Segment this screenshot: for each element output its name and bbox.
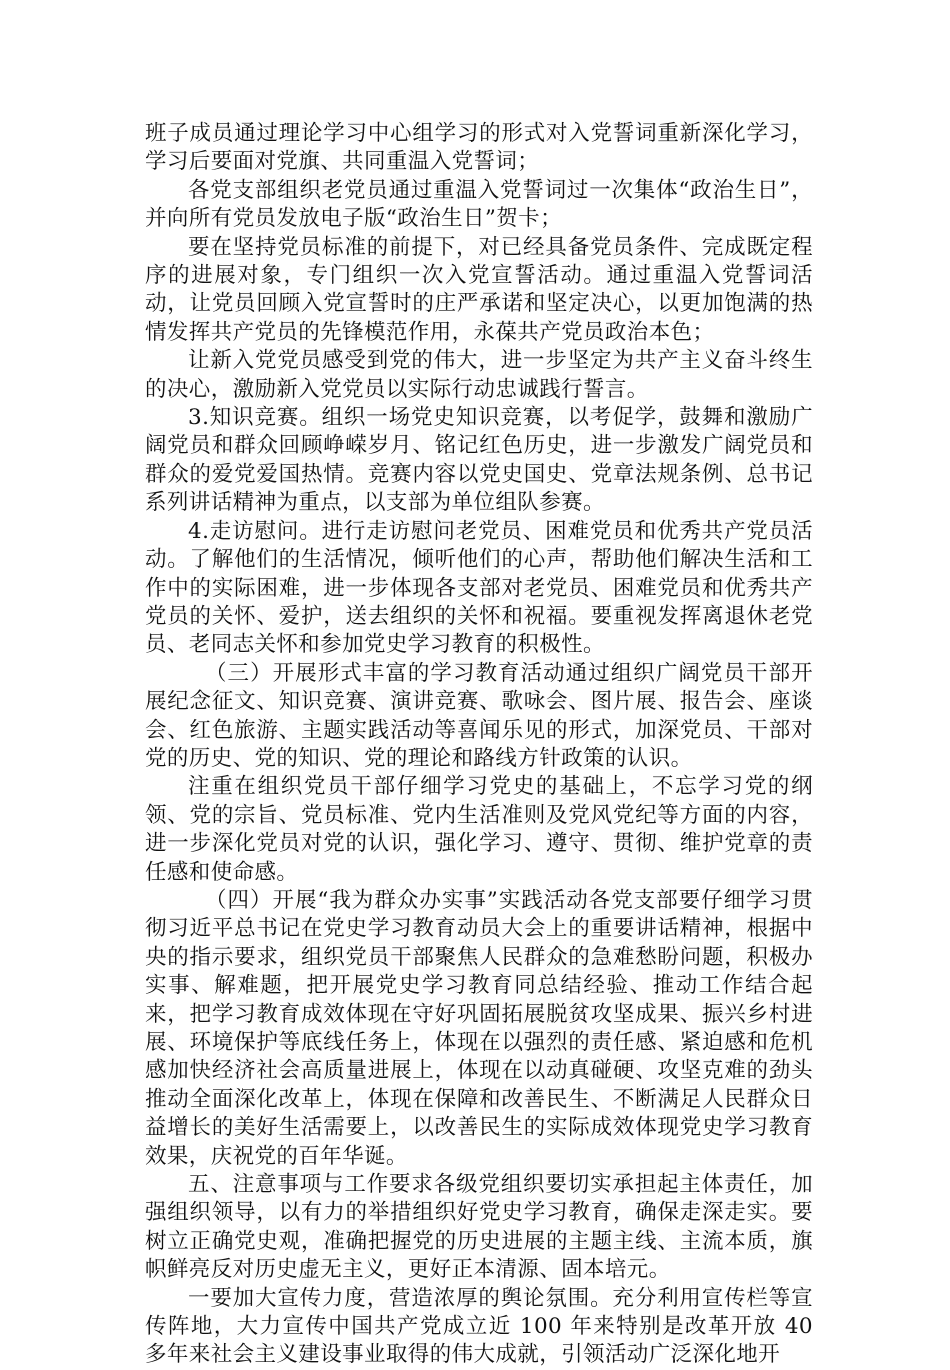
paragraph-oath-study: 班子成员通过理论学习中心组学习的形式对入党誓词重新深化学习，学习后要面对党旗、共同重温入党誓词；	[145, 121, 813, 175]
paragraph-party-study: 注重在组织党员干部仔细学习党史的基础上，不忘学习党的纲领、党的宗旨、党员标准、党内生活准则及党风党纪等方面的内容，进一步深化党员对党的认识，强化学习、遵守、贯彻、维护党章的责任感和使命感。	[145, 774, 813, 885]
paragraph-new-members: 让新入党党员感受到党的伟大，进一步坚定为共产主义奋斗终生的决心，激励新入党党员以实际行动忠诚践行誓言。	[145, 348, 813, 402]
paragraph-knowledge-contest: 3.知识竞赛。组织一场党史知识竞赛，以考促学，鼓舞和激励广阔党员和群众回顾峥嵘岁月、铭记红色历史，进一步激发广阔党员和群众的爱党爱国热情。竞赛内容以党史国史、党章法规条例、总书记系列讲话精神为重点，以支部为单位组队参赛。	[145, 405, 813, 516]
document-page	[145, 120, 813, 1370]
paragraph-visits: 4.走访慰问。进行走访慰问老党员、困难党员和优秀共产党员活动。了解他们的生活情况，倾听他们的心声，帮助他们解决生活和工作中的实际困难，进一步体现各支部对老党员、困难党员和优秀共产党员的关怀、爱护，送去组织的关怀和祝福。要重视发挥离退休老党员、老同志关怀和参加党史学习教育的积极性。	[145, 518, 813, 658]
paragraph-section-five: 五、注意事项与工作要求各级党组织要切实承担起主体责任，加强组织领导，以有力的举措组织好党史学习教育，确保走深走实。要树立正确党史观，准确把握党的历史进展的主题主线、主流本质，旗帜鲜亮反对历史虚无主义，更好正本清源、固本培元。	[145, 1172, 813, 1283]
paragraph-publicity: 一要加大宣传力度，营造浓厚的舆论氛围。充分利用宣传栏等宣传阵地，大力宣传中国共产党成立近 100 年来特别是改革开放 40 多年来社会主义建设事业取得的伟大成就，引领活动广泛深化地开	[145, 1285, 813, 1368]
paragraph-section-four: （四）开展“我为群众办实事”实践活动各党支部要仔细学习贯彻习近平总书记在党史学习教育动员大会上的重要讲话精神，根据中央的指示要求，组织党员干部聚焦人民群众的急难愁盼问题，积极办实事、解难题，把开展党史学习教育同总结经验、推动工作结合起来，把学习教育成效体现在守好巩固拓展脱贫攻坚成果、振兴乡村进展、环境保护等底线任务上，体现在以强烈的责任感、紧迫感和危机感加快经济社会高质量进展上，体现在以动真碰硬、攻坚克难的劲头推动全面深化改革上，体现在保障和改善民生、不断满足人民群众日益增长的美好生活需要上，以改善民生的实际成效体现党史学习教育效果，庆祝党的百年华诞。	[145, 887, 813, 1169]
paragraph-political-birthday: 各党支部组织老党员通过重温入党誓词过一次集体“政治生日”，并向所有党员发放电子版“政治生日”贺卡；	[145, 177, 813, 232]
paragraph-section-three: （三）开展形式丰富的学习教育活动通过组织广阔党员干部开展纪念征文、知识竞赛、演讲竞赛、歌咏会、图片展、报告会、座谈会、红色旅游、主题实践活动等喜闻乐见的形式，加深党员、干部对党的历史、党的知识、党的理论和路线方针政策的认识。	[145, 660, 813, 771]
paragraph-swearing-in: 要在坚持党员标准的前提下，对已经具备党员条件、完成既定程序的进展对象，专门组织一次入党宣誓活动。通过重温入党誓词活动，让党员回顾入党宣誓时的庄严承诺和坚定决心，以更加饱满的热情发挥共产党员的先锋模范作用，永葆共产党员政治本色；	[145, 234, 813, 345]
